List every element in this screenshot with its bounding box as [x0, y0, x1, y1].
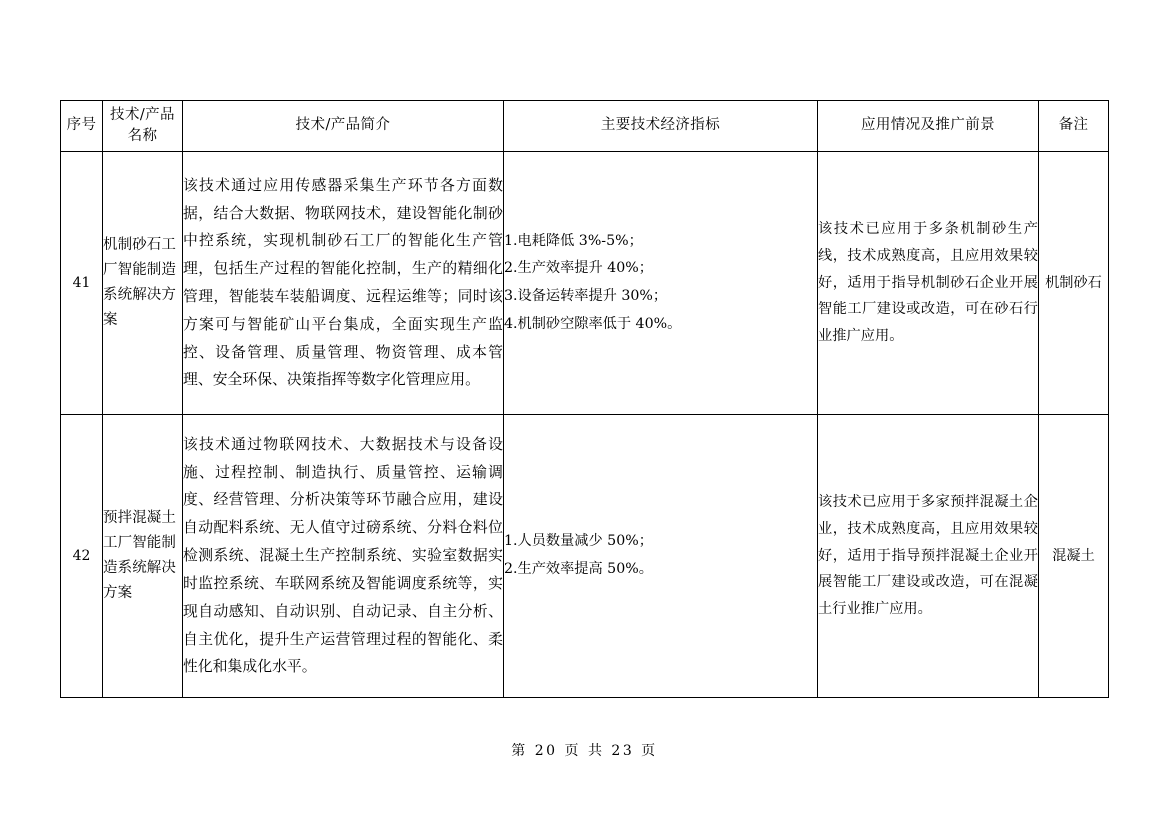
- row-technology-name: 机制砂石工厂智能制造系统解决方案: [103, 152, 183, 415]
- table-header-row: [61, 101, 1109, 152]
- column-header-name-line2: 名称: [127, 128, 158, 144]
- row-application-prospect: 该技术已应用于多条机制砂生产线，技术成熟度高，且应用效果较好，适用于指导机制砂石企业开展智能工厂建设或改造，可在砂石行业推广应用。: [818, 152, 1039, 415]
- column-header-note: 备注: [1039, 101, 1109, 152]
- page-footer: 第 20 页 共 23 页: [511, 743, 658, 759]
- row-technical-indicators: [504, 415, 818, 698]
- row-remark: 机制砂石: [1039, 152, 1109, 415]
- column-header-name: [103, 101, 183, 152]
- column-header-indicators: 主要技术经济指标: [504, 101, 818, 152]
- column-header-sequence: 序号: [61, 101, 103, 152]
- indicator-item: 2.生产效率提升 40%；: [504, 260, 653, 277]
- row-technology-name: 预拌混凝土工厂智能制造系统解决方案: [103, 415, 183, 698]
- row-technical-indicators: [504, 152, 818, 415]
- indicator-item: 1.人员数量减少 50%；: [504, 533, 653, 550]
- table-row: [61, 415, 1109, 698]
- column-header-name-line1: 技术/产品: [110, 106, 175, 123]
- row-application-prospect: 该技术已应用于多家预拌混凝土企业，技术成熟度高，且应用效果较好，适用于指导预拌混凝土企业开展智能工厂建设或改造，可在混凝土行业推广应用。: [818, 415, 1039, 698]
- column-header-application: 应用情况及推广前景: [818, 101, 1039, 152]
- row-sequence-number: 42: [61, 415, 103, 698]
- row-sequence-number: 41: [61, 152, 103, 415]
- row-remark: 混凝土: [1039, 415, 1109, 698]
- table-row: [61, 152, 1109, 415]
- technology-catalog-table: [60, 100, 1109, 698]
- row-technology-description: 该技术通过物联网技术、大数据技术与设备设施、过程控制、制造执行、质量管控、运输调度、经营管理、分析决策等环节融合应用，建设自动配料系统、无人值守过磅系统、分料仓料位检测系统、混凝土生产控制系统、实验室数据实时监控系统、车联网系统及智能调度系统等，实现自动感知、自动识别、自动记录、自主分析、自主优化，提升生产运营管理过程的智能化、柔性化和集成化水平。: [183, 415, 504, 698]
- indicator-item: 4.机制砂空隙率低于 40%。: [504, 315, 682, 332]
- row-technology-description: 该技术通过应用传感器采集生产环节各方面数据，结合大数据、物联网技术，建设智能化制砂中控系统，实现机制砂石工厂的智能化生产管理，包括生产过程的智能化控制，生产的精细化管理，智能装车装船调度、远程运维等；同时该方案可与智能矿山平台集成，全面实现生产监控、设备管理、质量管理、物资管理、成本管理、安全环保、决策指挥等数字化管理应用。: [183, 152, 504, 415]
- indicator-item: 3.设备运转率提升 30%；: [504, 288, 668, 304]
- indicator-item: 1.电耗降低 3%-5%；: [504, 232, 643, 249]
- column-header-description: 技术/产品简介: [183, 101, 504, 152]
- indicator-item: 2.生产效率提高 50%。: [504, 561, 653, 577]
